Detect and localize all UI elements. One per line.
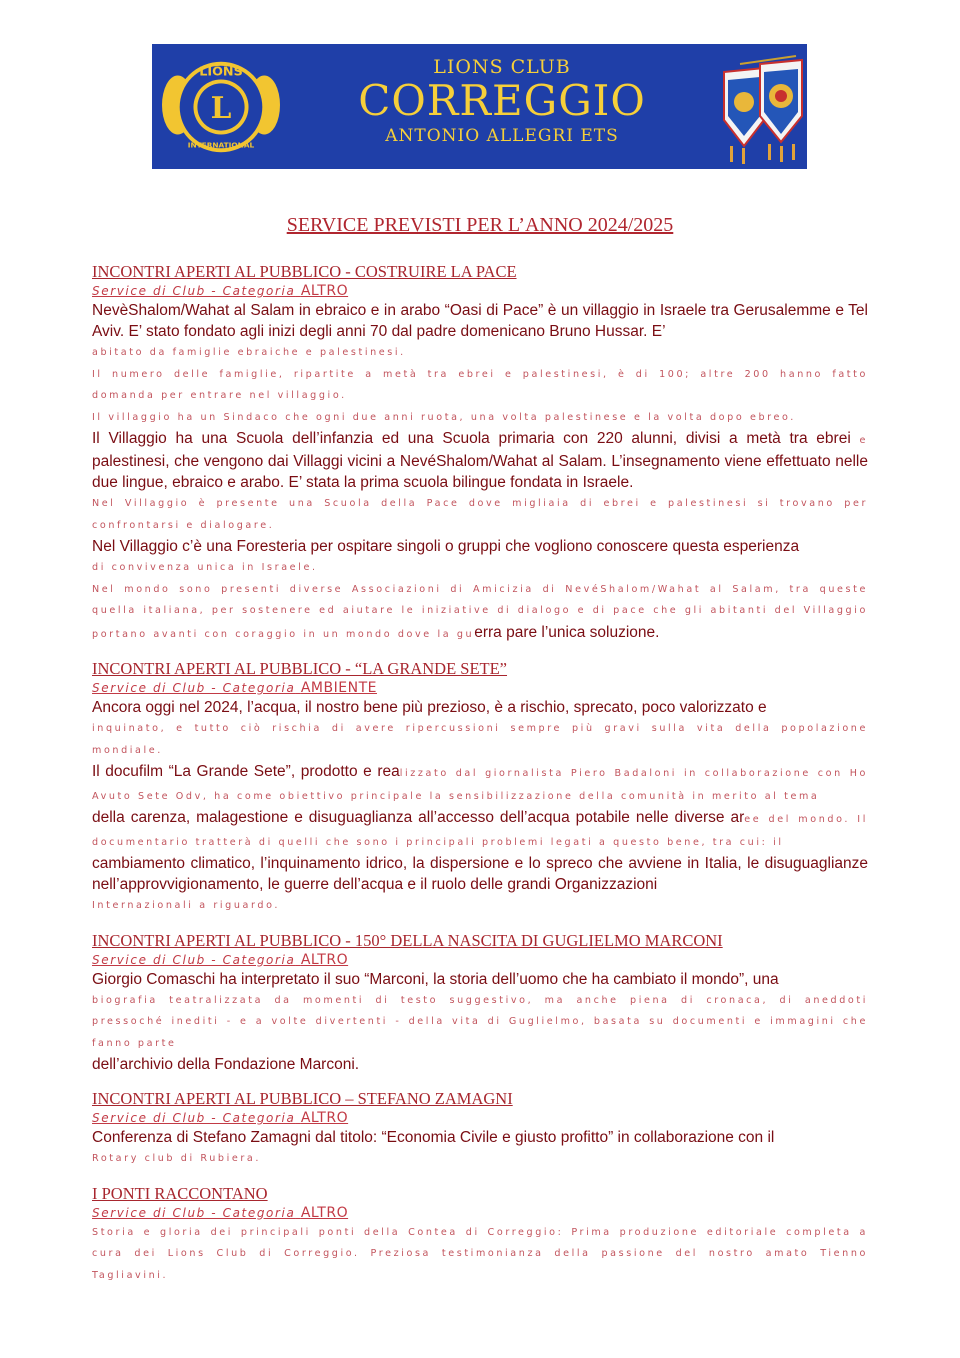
pennants-icon <box>720 50 806 166</box>
paragraph <box>92 761 868 807</box>
category-value: AMBIENTE <box>300 680 377 696</box>
paragraph: dell’archivio della Fondazione Marconi. <box>92 1056 360 1073</box>
category-label: Service di Club - Categoria <box>92 1111 296 1125</box>
text-run: lizzato dal giornalista Piero Badaloni in collaborazione con Ho Avuto Sete Odv, ha come obiettivo principale la sensibilizzazione della comunità in merito al tema <box>92 768 868 802</box>
section-title: INCONTRI APERTI AL PUBBLICO - 150° DELLA NASCITA DI GUGLIELMO MARCONI <box>92 930 723 950</box>
paragraph: NevèShalom/Wahat al Salam in ebraico e in arabo “Oasi di Pace” è un villaggio in Israele tra Gerusalemme e Tel Aviv. E’ stato fondato agli inizi degli anni 70 dal padre domenicano Bruno Hussar. E’ <box>92 302 868 340</box>
paragraph: Il villaggio ha un Sindaco che ogni due anni ruota, una volta palestinese e la volta dopo ebreo. <box>92 411 796 423</box>
page-title: SERVICE PREVISTI PER L’ANNO 2024/2025 <box>286 214 674 236</box>
section-category <box>92 951 868 969</box>
category-label: Service di Club - Categoria <box>92 284 296 298</box>
paragraph: Internazionali a riguardo. <box>92 900 281 911</box>
text-run: Il Villaggio ha una Scuola dell’infanzia ed una Scuola primaria con 220 alunni, divisi a metà tra ebrei <box>92 430 851 447</box>
paragraph <box>92 579 868 646</box>
paragraph: biografia teatralizzata da momenti di testo suggestivo, ma anche piena di cronaca, di aneddoti pressoché inediti - e a volte divertenti - della vita di Guglielmo, basata su documenti e immagini che fanno parte <box>92 994 868 1049</box>
text-run: Il docufilm “La Grande Sete”, prodotto e rea <box>92 763 400 780</box>
paragraph: Giorgio Comaschi ha interpretato il suo “Marconi, la storia dell’uomo che ha cambiato il mondo”, una <box>92 970 779 988</box>
section-ponti-raccontano <box>92 1184 868 1287</box>
section-category <box>92 282 868 300</box>
text-run: della carenza, malagestione e disuguaglianza all’accesso dell’acqua potabile nelle diverse ar <box>92 809 745 826</box>
paragraph: Ancora oggi nel 2024, l’acqua, il nostro bene più prezioso, è a rischio, sprecato, poco valorizzato e <box>92 699 767 716</box>
category-value: ALTRO <box>300 1110 349 1126</box>
section-category <box>92 1204 868 1222</box>
club-subtitle: ANTONIO ALLEGRI ETS <box>385 126 619 146</box>
section-category <box>92 679 868 697</box>
paragraph: Nel Villaggio c’è una Foresteria per ospitare singoli o gruppi che vogliono conoscere questa esperienza <box>92 538 800 555</box>
paragraph <box>92 428 868 493</box>
paragraph: Conferenza di Stefano Zamagni dal titolo: “Economia Civile e giusto profitto” in collaborazione con il <box>92 1129 775 1146</box>
section-la-grande-sete <box>92 659 868 917</box>
text-run: e <box>859 435 868 446</box>
club-name: LIONS CLUB <box>433 56 571 78</box>
category-value: ALTRO <box>300 951 349 968</box>
section-title: INCONTRI APERTI AL PUBBLICO - COSTRUIRE LA PACE <box>92 262 517 281</box>
section-costruire-la-pace <box>92 262 868 645</box>
document-body <box>92 262 868 1300</box>
section-marconi <box>92 931 868 1076</box>
text-run: palestinesi, che vengono dai Villaggi vicini a NevéShalom/Wahat al Salam. L’insegnamento viene effettuato nelle due lingue, ebraico e arabo. E’ stata la prima scuola bilingue fondata in Israele. <box>92 453 868 491</box>
paragraph: abitato da famiglie ebraiche e palestinesi. <box>92 347 406 358</box>
paragraph: Nel Villaggio è presente una Scuola della Pace dove migliaia di ebrei e palestinesi si trovano per confrontarsi e dialogare. <box>92 498 868 531</box>
lions-logo-icon <box>162 48 280 166</box>
section-title: INCONTRI APERTI AL PUBBLICO – STEFANO ZAMAGNI <box>92 1089 513 1108</box>
paragraph <box>92 807 868 853</box>
paragraph: cambiamento climatico, l’inquinamento idrico, la dispersione e lo spreco che avviene in Italia, le disuguaglianze nell’approvvigionamento, le guerre dell’acqua e il ruolo delle grandi Organizzazioni <box>92 855 868 893</box>
category-label: Service di Club - Categoria <box>92 681 296 695</box>
category-label: Service di Club - Categoria <box>92 952 296 967</box>
category-value: ALTRO <box>300 1204 349 1221</box>
text-run: erra pare l’unica soluzione. <box>474 623 660 641</box>
section-title: I PONTI RACCONTANO <box>92 1183 268 1203</box>
category-value: ALTRO <box>300 283 349 299</box>
text-run: ee del mondo. Il documentario tratterà di quelli che sono i principali problemi legati a questo bene, tra cui: il <box>92 814 868 848</box>
paragraph: Rotary club di Rubiera. <box>92 1153 262 1164</box>
logo-top-text: LIONS <box>199 64 243 80</box>
text-run: Nel mondo sono presenti diverse Associazioni di Amicizia di NevéShalom/Wahat al Salam, tra queste quella italiana, per sostenere ed aiutare le iniziative di dialogo e di pace che gli abitanti del Villaggio portano avanti con coraggio in un mondo dove la gu <box>92 583 868 640</box>
category-label: Service di Club - Categoria <box>92 1205 296 1220</box>
paragraph: Storia e gloria dei principali ponti della Contea di Correggio: Prima produzione editoriale completa a cura dei Lions Club di Correggio. Preziosa testimonianza della passione del nostro amato Tienno Tagliavini. <box>92 1226 868 1281</box>
paragraph: inquinato, e tutto ciò rischia di avere ripercussioni sempre più gravi sulla vita della popolazione mondiale. <box>92 723 868 756</box>
club-city: CORREGGIO <box>358 76 646 125</box>
section-category <box>92 1109 868 1127</box>
section-title: INCONTRI APERTI AL PUBBLICO - “LA GRANDE SETE” <box>92 659 508 678</box>
logo-letter: L <box>210 89 232 125</box>
banner-text <box>342 54 662 146</box>
section-zamagni <box>92 1089 868 1170</box>
paragraph: di convivenza unica in Israele. <box>92 562 318 573</box>
paragraph: Il numero delle famiglie, ripartite a metà tra ebrei e palestinesi, è di 100; altre 200 hanno fatto domanda per entrare nel villaggio. <box>92 368 868 401</box>
club-banner <box>152 44 807 169</box>
logo-bottom-text: INTERNATIONAL <box>187 140 255 150</box>
